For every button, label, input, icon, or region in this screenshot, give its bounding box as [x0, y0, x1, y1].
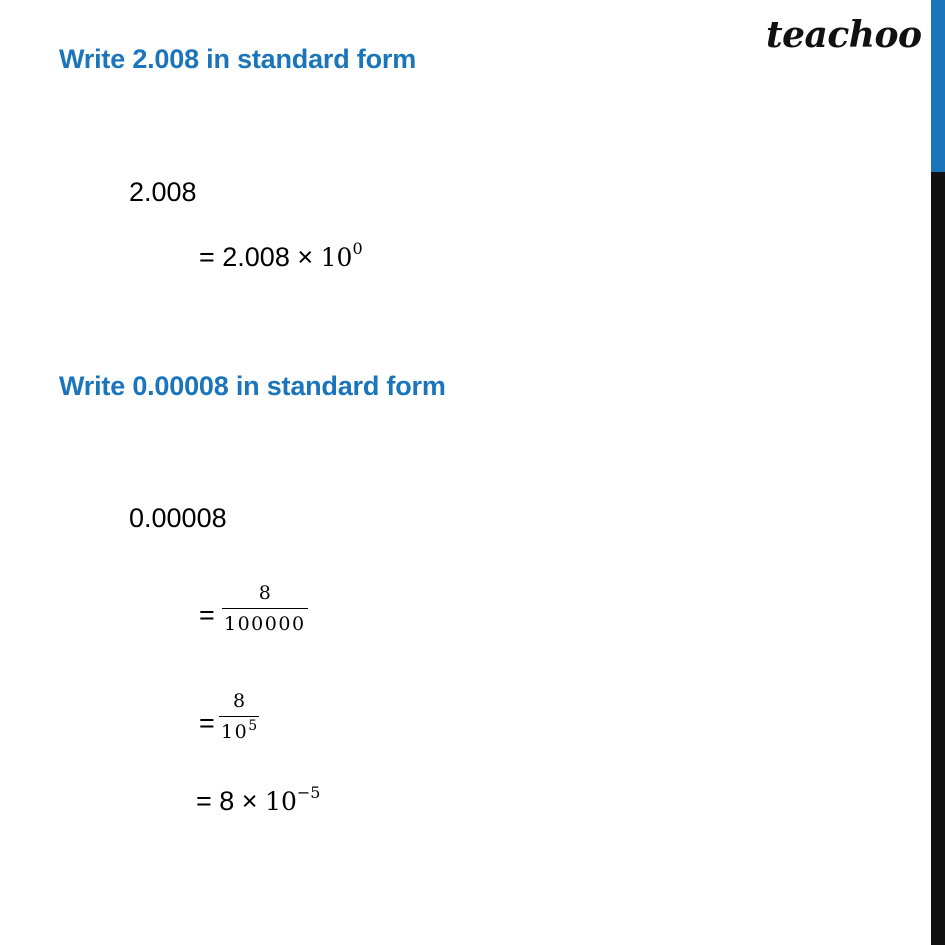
- power-exponent: −5: [296, 783, 321, 802]
- fraction-8-over-100000: [222, 584, 308, 634]
- power-base: 10: [320, 243, 353, 272]
- heading-section-2: Write 0.00008 in standard form: [59, 371, 446, 401]
- denominator-exponent: 5: [248, 718, 258, 734]
- section-2-step-1-equals: =: [199, 600, 215, 630]
- scrollbar-thumb[interactable]: [931, 0, 945, 172]
- teachoo-logo: teachoo: [766, 14, 922, 56]
- fraction-numerator: 8: [258, 582, 271, 604]
- step-prefix: = 8 ×: [196, 786, 258, 816]
- fraction-denominator: 100000: [224, 613, 306, 635]
- fraction-denominator: [219, 717, 259, 742]
- heading-section-1: Write 2.008 in standard form: [59, 44, 417, 74]
- section-2-step-3: [196, 783, 321, 817]
- section-1-number: 2.008: [129, 177, 197, 207]
- section-2-step-2-equals: =: [199, 708, 215, 738]
- power-exponent: 0: [352, 239, 363, 258]
- section-1-step-1: [199, 239, 363, 273]
- fraction-numerator: 8: [233, 690, 246, 712]
- fraction-8-over-10-power-5: [219, 692, 259, 742]
- denominator-base: 10: [221, 721, 249, 743]
- power-base: 10: [265, 787, 297, 816]
- step-prefix: = 2.008 ×: [199, 242, 314, 272]
- section-2-number: 0.00008: [129, 503, 227, 533]
